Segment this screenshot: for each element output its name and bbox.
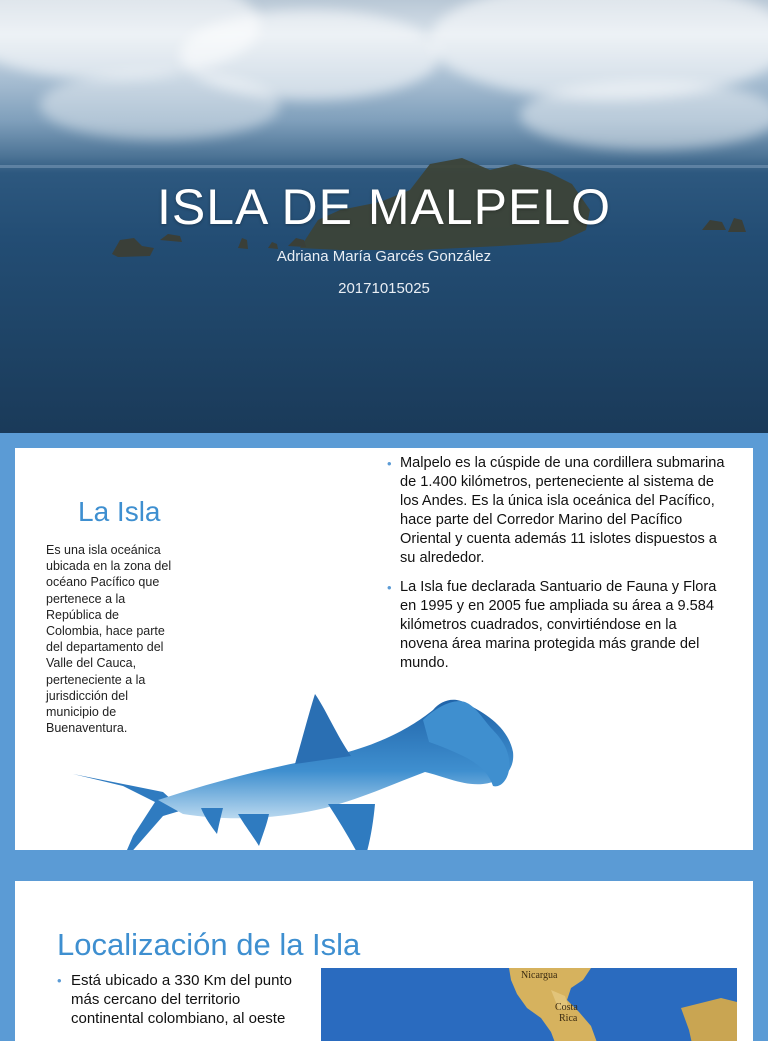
list-item (387, 578, 727, 673)
bullet-text: Malpelo es la cúspide de una cordillera submarina de 1.400 kilómetros, perteneciente al sistema de los Andes. Es la única isla oceánica del Pacífico, hace parte del Corredor Marino del Pacífico Oriental y cuenta además 11 islotes dispuestos a su alrededor. (400, 455, 725, 566)
slide-title: Localización de la Isla (57, 927, 361, 962)
cloud (40, 70, 280, 140)
bullet-icon: • (387, 580, 392, 595)
bullet-text: Está ubicado a 330 Km del punto más cercano del territorio continental colombiano, al oeste (71, 972, 292, 1027)
cloud (520, 80, 768, 150)
list-item (387, 454, 727, 568)
location-list (57, 971, 312, 1028)
bullet-icon: • (57, 973, 62, 988)
map-label-costa: Costa (555, 1002, 578, 1013)
facts-list (387, 454, 727, 683)
bullet-icon: • (387, 456, 392, 471)
hammerhead-shark-image (63, 686, 523, 850)
localizacion-slide (15, 881, 753, 1041)
presentation-title: ISLA DE MALPELO (156, 179, 612, 235)
map-label-rica: Rica (559, 1013, 578, 1024)
author-name: Adriana María Garcés González (276, 248, 492, 265)
map-label-nicaragua: Nicargua (521, 970, 558, 981)
la-isla-slide (15, 448, 753, 850)
student-code: 20171015025 (338, 280, 430, 297)
slide-title: La Isla (78, 496, 161, 527)
list-item (57, 971, 312, 1028)
location-map (321, 968, 737, 1041)
intro-paragraph: Es una isla oceánica ubicada en la zona del océano Pacífico que pertenece a la República de Colombia, hace parte del departamento del Valle del Cauca, perteneciente a la jurisdicción del municipio de Buenaventura. (46, 543, 172, 736)
title-slide (0, 0, 768, 433)
bullet-text: La Isla fue declarada Santuario de Fauna y Flora en 1995 y en 2005 fue ampliada su área a 9.584 kilómetros cuadrados, convirtiéndose en la novena área marina protegida más grande del mundo. (400, 579, 717, 671)
